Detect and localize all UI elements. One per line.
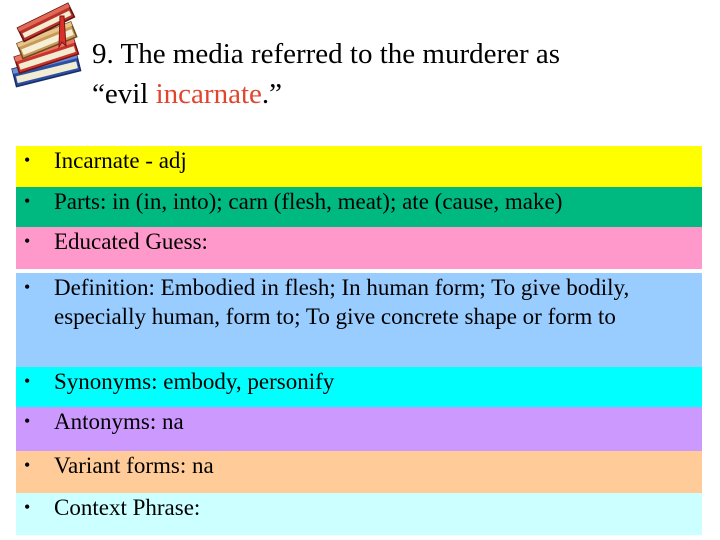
context-band (16, 493, 702, 535)
bullet-icon: • (24, 231, 31, 251)
variants-text: Variant forms: na (54, 453, 214, 478)
list-item-parts (24, 187, 702, 216)
word-band (16, 146, 702, 187)
synonyms-band (16, 367, 702, 407)
variants-band (16, 451, 702, 493)
title-suffix: .” (261, 78, 282, 110)
slide-title (92, 34, 702, 114)
antonyms-band (16, 407, 702, 451)
list-item-synonyms (24, 367, 702, 396)
list-item-definition (24, 273, 702, 331)
parts-text: Parts: in (in, into); carn (flesh, meat); ate (cause, make) (54, 189, 563, 214)
context-text: Context Phrase: (54, 495, 201, 520)
bullet-icon: • (24, 455, 31, 475)
title-line-2 (92, 74, 702, 114)
list-item-guess (24, 227, 702, 256)
antonyms-text: Antonyms: na (54, 409, 184, 434)
title-line-1: 9. The media referred to the murderer as (92, 38, 561, 70)
bullet-icon: • (24, 277, 31, 297)
list-item-antonyms (24, 407, 702, 436)
list-item-variants (24, 451, 702, 480)
bullet-icon: • (24, 371, 31, 391)
title-prefix: “evil (92, 78, 156, 110)
bullet-icon: • (24, 191, 31, 211)
bullet-icon: • (24, 150, 31, 170)
guess-text: Educated Guess: (54, 229, 208, 254)
definition-band (16, 273, 702, 367)
word-text: Incarnate - adj (54, 148, 187, 173)
guess-band (16, 227, 702, 269)
list-item-word (24, 146, 702, 175)
stack-of-books-icon (4, 2, 96, 92)
bullet-icon: • (24, 497, 31, 517)
list-item-context (24, 493, 702, 522)
bullet-icon: • (24, 411, 31, 431)
synonyms-text: Synonyms: embody, personify (54, 369, 335, 394)
highlighted-word: incarnate (155, 78, 262, 110)
parts-band (16, 187, 702, 227)
definition-text: Definition: Embodied in flesh; In human form; To give bodily, especially human, form to; To give concrete shape or form to (54, 275, 630, 329)
